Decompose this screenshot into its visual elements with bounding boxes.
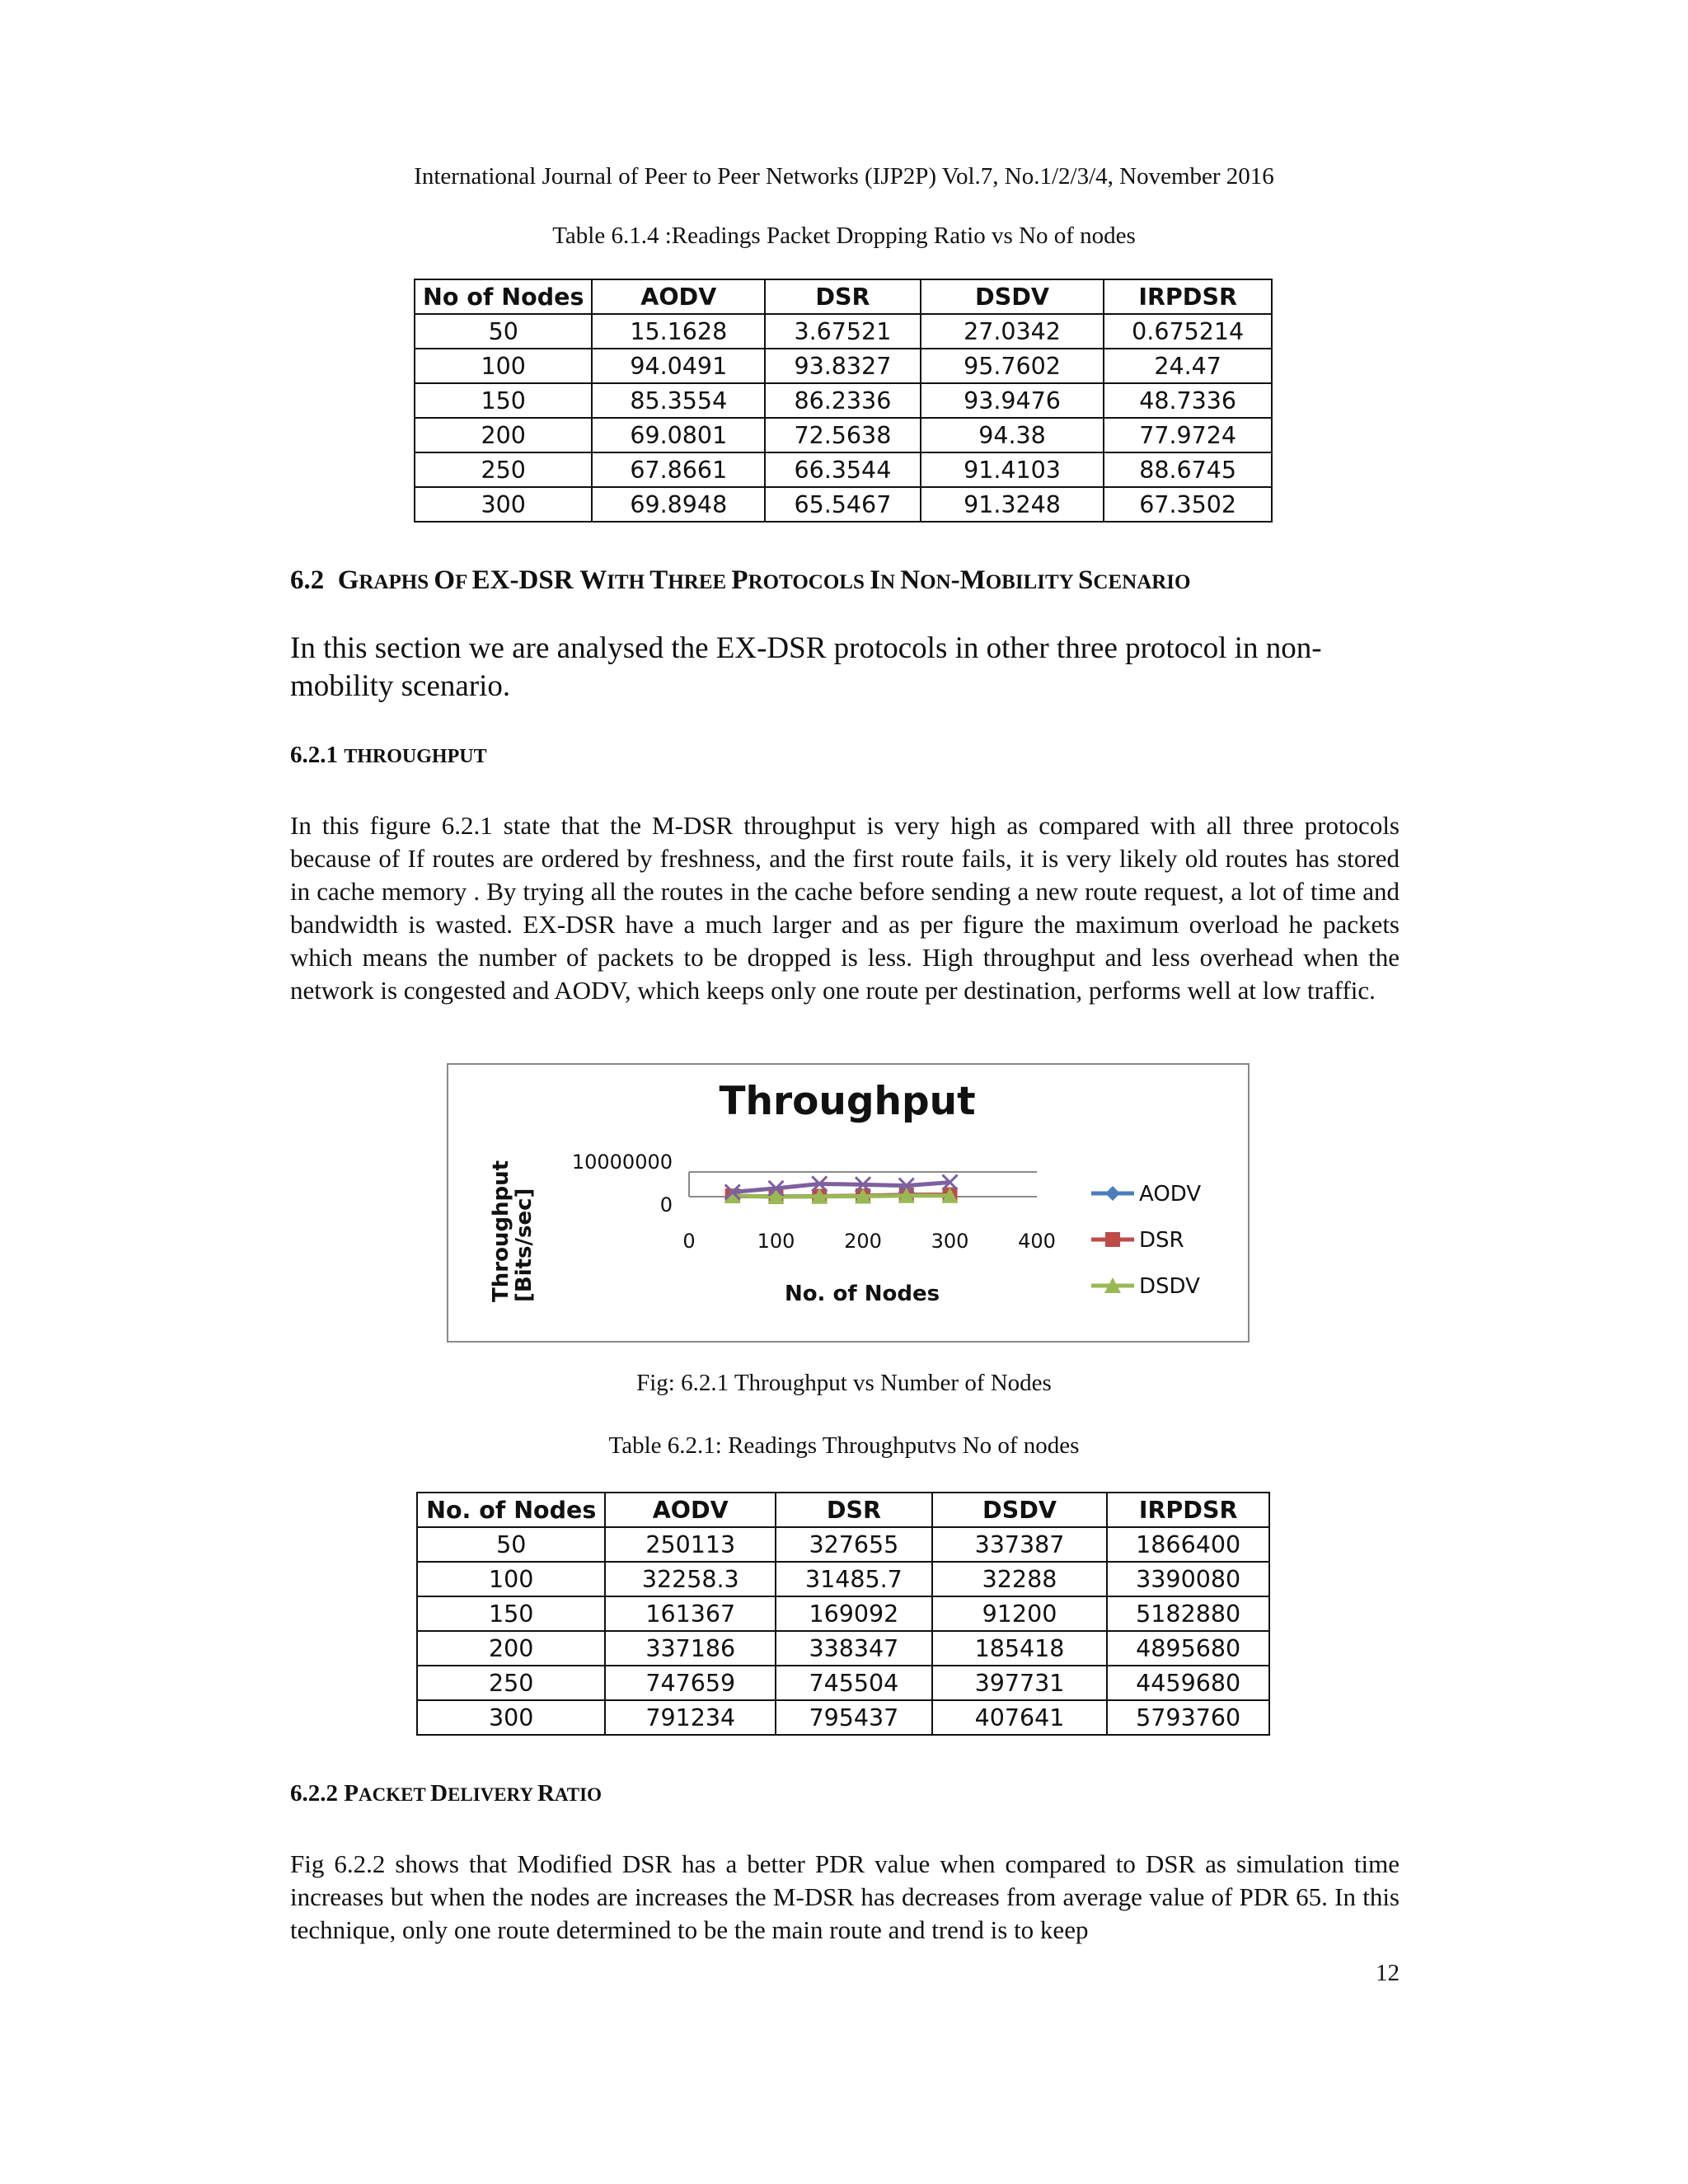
table-cell: 5182880 [1107, 1596, 1269, 1631]
table-cell: 150 [417, 1596, 605, 1631]
x-axis-label: No. of Nodes [784, 1282, 940, 1306]
heading-part: ON [920, 571, 951, 593]
table-cell: 1866400 [1107, 1527, 1269, 1562]
heading-part: ATIO [554, 1784, 602, 1805]
table-cell: 337186 [605, 1631, 776, 1666]
heading-part: ITH [607, 571, 650, 593]
table-cell: 95.7602 [921, 349, 1104, 383]
table-row [417, 1562, 1269, 1596]
table-cell: 250 [417, 1666, 605, 1700]
table-cell: 161367 [605, 1596, 776, 1631]
heading-part: CENARIO [1093, 571, 1191, 593]
plot-layer [572, 1151, 1056, 1253]
table-cell: 795437 [776, 1700, 932, 1735]
section-622-heading [290, 1780, 602, 1807]
table-cell: 91200 [932, 1596, 1108, 1631]
y-tick-label: 10000000 [571, 1151, 673, 1174]
section-number: 6.2.2 [290, 1780, 338, 1807]
table-row [417, 1666, 1269, 1700]
column-header: DSR [776, 1493, 932, 1527]
heading-part: P [344, 1780, 359, 1807]
throughput-chart [447, 1063, 1250, 1343]
table-cell: 69.8948 [592, 487, 765, 522]
table-row [415, 418, 1272, 452]
heading-part: ACKET [358, 1784, 431, 1805]
table-cell: 407641 [932, 1700, 1108, 1735]
table-614 [414, 279, 1273, 523]
x-tick-label: 300 [931, 1230, 969, 1253]
chart-canvas [448, 1065, 1248, 1341]
x-tick-label: 200 [844, 1230, 882, 1253]
heading-part: HREE [668, 571, 732, 593]
heading-part: N [900, 565, 921, 595]
table-cell: 250 [415, 452, 592, 487]
table-row [415, 383, 1272, 418]
heading-part: N [879, 571, 901, 593]
heading-part: ROTOCOLS [748, 571, 870, 593]
table-cell: 67.3502 [1104, 487, 1272, 522]
column-header: IRPDSR [1107, 1493, 1269, 1527]
table-cell: 397731 [932, 1666, 1108, 1700]
table-row [415, 487, 1272, 522]
column-header: AODV [605, 1493, 776, 1527]
y-tick-label: 0 [659, 1193, 673, 1216]
table-cell: 100 [417, 1562, 605, 1596]
table-cell: 88.6745 [1104, 452, 1272, 487]
table-cell: 4459680 [1107, 1666, 1269, 1700]
section-622-body: Fig 6.2.2 shows that Modified DSR has a better PDR value when compared to DSR as simulation time increases but when the nodes are increases the M-DSR has decreases from average value of PDR 65. In this technique, only one route determined to be the main route and trend is to keep [290, 1849, 1400, 1944]
table-cell: 67.8661 [592, 452, 765, 487]
table-cell: 50 [415, 314, 592, 349]
page-number: 12 [1376, 1960, 1400, 1986]
series-line-dsdv [733, 1196, 950, 1197]
table-row [417, 1596, 1269, 1631]
table-cell: 32288 [932, 1562, 1108, 1596]
table-cell: 0.675214 [1104, 314, 1272, 349]
table-cell: 27.0342 [921, 314, 1104, 349]
table-cell: 338347 [776, 1631, 932, 1666]
table-cell: 4895680 [1107, 1631, 1269, 1666]
heading-part: RAPHS [359, 571, 434, 593]
table-cell: 48.7336 [1104, 383, 1272, 418]
table-row [415, 314, 1272, 349]
table-cell: 100 [415, 349, 592, 383]
table-cell: 94.38 [921, 418, 1104, 452]
table-cell: 91.4103 [921, 452, 1104, 487]
legend-label-dsr: DSR [1139, 1228, 1184, 1253]
table-cell: 250113 [605, 1527, 776, 1562]
table-cell: 31485.7 [776, 1562, 932, 1596]
heading-part: I [870, 565, 880, 595]
column-header: IRPDSR [1104, 279, 1272, 314]
heading-part: D [430, 1780, 448, 1807]
table-cell: 169092 [776, 1596, 932, 1631]
section-number: 6.2.1 [290, 742, 338, 768]
legend-label-aodv: AODV [1139, 1182, 1202, 1207]
table-row [417, 1527, 1269, 1562]
table-cell: 200 [415, 418, 592, 452]
column-header: AODV [592, 279, 765, 314]
y-axis-label-line2: [Bits/sec] [512, 1188, 537, 1302]
table-cell: 65.5467 [765, 487, 921, 522]
table-header-row [417, 1493, 1269, 1527]
heading-part: ELIVERY [448, 1784, 537, 1805]
table-cell: 93.9476 [921, 383, 1104, 418]
section-621-heading [290, 742, 487, 769]
table-cell: 150 [415, 383, 592, 418]
table-cell: 69.0801 [592, 418, 765, 452]
table-cell: 15.1628 [592, 314, 765, 349]
x-tick-label: 100 [757, 1230, 795, 1253]
column-header: DSDV [921, 279, 1104, 314]
table-cell: 185418 [932, 1631, 1108, 1666]
table-row [415, 452, 1272, 487]
table-cell: 86.2336 [765, 383, 921, 418]
journal-header: International Journal of Peer to Peer Networks (IJP2P) Vol.7, No.1/2/3/4, November 2016 [414, 163, 1274, 190]
table-cell: 66.3544 [765, 452, 921, 487]
heading-part: W [579, 565, 607, 595]
table-614-caption: Table 6.1.4 :Readings Packet Dropping Ratio vs No of nodes [552, 223, 1136, 249]
table-cell: 337387 [932, 1527, 1108, 1562]
section-title: THROUGHPUT [344, 746, 487, 767]
table-cell: 94.0491 [592, 349, 765, 383]
heading-part: OBILITY [985, 571, 1079, 593]
column-header: No. of Nodes [417, 1493, 605, 1527]
table-cell: 300 [415, 487, 592, 522]
table-cell: 745504 [776, 1666, 932, 1700]
table-cell: 791234 [605, 1700, 776, 1735]
section-62-heading [290, 565, 1190, 596]
heading-part: R [537, 1780, 555, 1807]
table-cell: 91.3248 [921, 487, 1104, 522]
column-header: No of Nodes [415, 279, 592, 314]
table-cell: 77.9724 [1104, 418, 1272, 452]
column-header: DSDV [932, 1493, 1108, 1527]
x-tick-label: 400 [1018, 1230, 1056, 1253]
legend-label-dsdv: DSDV [1139, 1274, 1200, 1299]
heading-part: G [337, 565, 359, 595]
y-axis-label-line1: Throughput [489, 1160, 513, 1302]
table-row [417, 1631, 1269, 1666]
series-line-irpdsr [733, 1183, 950, 1193]
table-row [417, 1700, 1269, 1735]
table-row [415, 349, 1272, 383]
heading-part: P [731, 565, 748, 595]
chart-title: Throughput [719, 1079, 976, 1124]
table-cell: 3390080 [1107, 1562, 1269, 1596]
section-62-intro: In this section we are analysed the EX-DSR protocols in other three protocol in non-mobility scenario. [290, 631, 1322, 703]
section-621-body: In this figure 6.2.1 state that the M-DSR throughput is very high as compared with all three protocols because of If routes are ordered by freshness, and the first route fails, it is very likely old routes has stored in cache memory . By trying all the routes in the cache before sending a new route request, a lot of time and bandwidth is wasted. EX-DSR have a much larger and as per figure the maximum overload he packets which means the number of packets to be dropped is less. High throughput and less overhead when the network is congested and AODV, which keeps only one route per destination, performs well at low traffic. [290, 811, 1400, 1005]
legend-marker-dsr [1105, 1232, 1120, 1247]
heading-part: EX-DSR [471, 565, 580, 595]
table-cell: 200 [417, 1631, 605, 1666]
table-cell: 93.8327 [765, 349, 921, 383]
table-cell: 327655 [776, 1527, 932, 1562]
table-cell: 50 [417, 1527, 605, 1562]
x-tick-label: 0 [682, 1230, 696, 1253]
table-cell: 72.5638 [765, 418, 921, 452]
table-cell: 3.67521 [765, 314, 921, 349]
table-cell: 85.3554 [592, 383, 765, 418]
heading-part: S [1078, 565, 1094, 595]
table-cell: 300 [417, 1700, 605, 1735]
table-621-caption: Table 6.2.1: Readings Throughputvs No of nodes [608, 1432, 1080, 1459]
section-number: 6.2 [290, 565, 325, 595]
figure-621-caption: Fig: 6.2.1 Throughput vs Number of Nodes [636, 1370, 1052, 1396]
table-621 [416, 1492, 1270, 1736]
heading-part: T [649, 565, 668, 595]
heading-part: -M [950, 565, 986, 595]
heading-part: O [434, 565, 456, 595]
table-header-row [415, 279, 1272, 314]
table-cell: 5793760 [1107, 1700, 1269, 1735]
legend-marker-aodv [1105, 1186, 1120, 1201]
table-cell: 32258.3 [605, 1562, 776, 1596]
legend [1091, 1182, 1201, 1299]
table-cell: 747659 [605, 1666, 776, 1700]
column-header: DSR [765, 279, 921, 314]
heading-part: F [455, 571, 472, 593]
table-cell: 24.47 [1104, 349, 1272, 383]
